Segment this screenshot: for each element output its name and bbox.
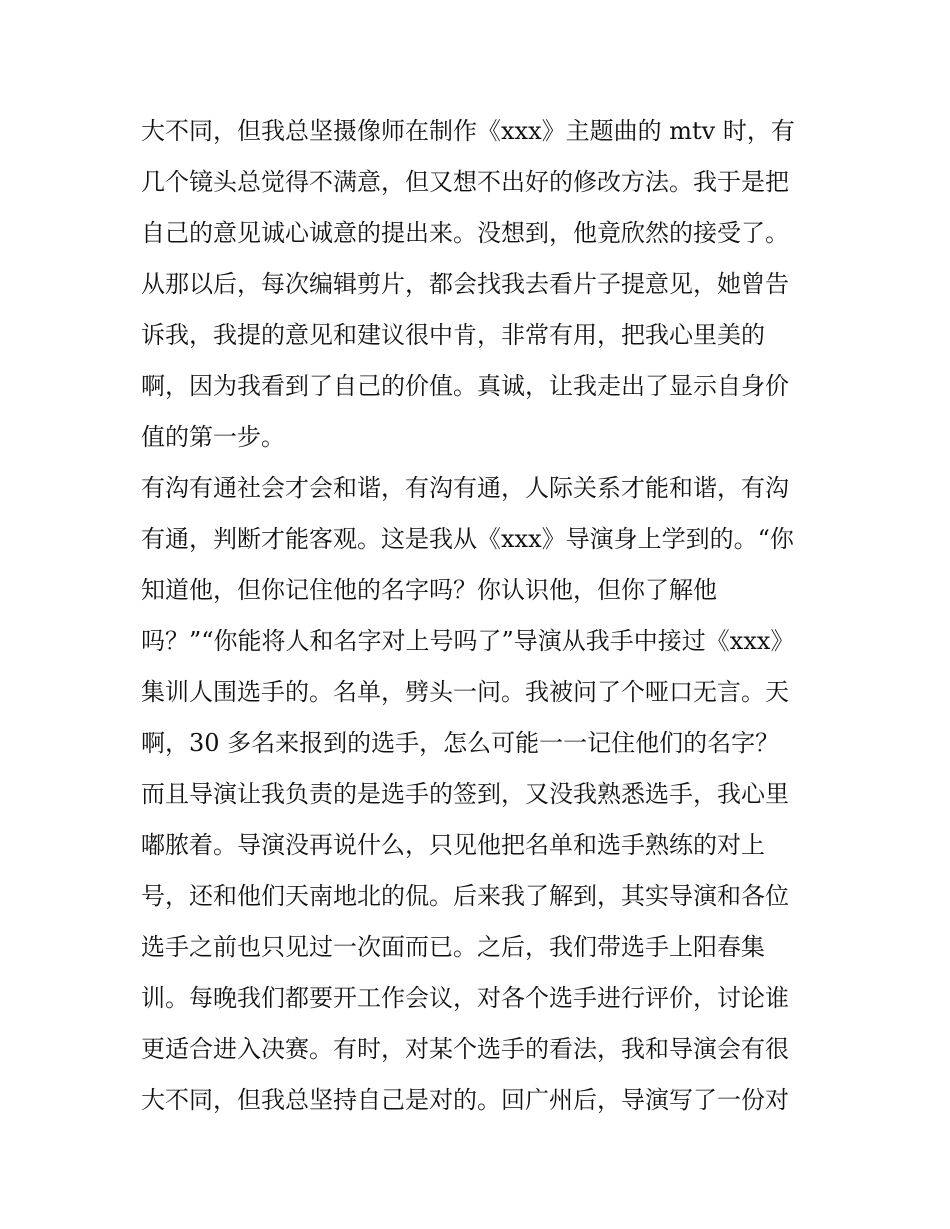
text-line: 号，还和他们天南地北的侃。后来我了解到，其实导演和各位 (141, 882, 789, 910)
text-line: 训。每晚我们都要开工作会议，对各个选手进行评价，讨论谁 (141, 984, 789, 1012)
text-line: 几个镜头总觉得不满意，但又想不出好的修改方法。我于是把 (141, 168, 789, 196)
text-line: 选手之前也只见过一次面而已。之后，我们带选手上阳春集 (141, 933, 765, 961)
text-line: 从那以后，每次编辑剪片，都会找我去看片子提意见，她曾告 (141, 270, 789, 298)
text-line: 而且导演让我负责的是选手的签到，又没我熟悉选手，我心里 (141, 780, 789, 808)
text-line: 自己的意见诚心诚意的提出来。没想到，他竟欣然的接受了。 (141, 219, 789, 247)
text-line: 啊，因为我看到了自己的价值。真诚，让我走出了显示自身价 (141, 372, 789, 400)
text-line: 啊，30 多名来报到的选手，怎么可能一一记住他们的名字？ (141, 729, 780, 757)
text-line: 诉我，我提的意见和建议很中肯，非常有用，把我心里美的 (141, 321, 765, 349)
text-line: 吗？”“你能将人和名字对上号吗了”导演从我手中接过《xxx》 (141, 627, 795, 655)
text-line: 大不同，但我总坚摄像师在制作《xxx》主题曲的 mtv 时，有 (141, 117, 795, 145)
text-line: 嘟脓着。导演没再说什么，只见他把名单和选手熟练的对上 (141, 831, 765, 859)
text-line: 更适合进入决赛。有时，对某个选手的看法，我和导演会有很 (141, 1035, 789, 1063)
body-text (141, 106, 821, 1126)
text-line: 集训人围选手的。名单，劈头一问。我被问了个哑口无言。天 (141, 678, 789, 706)
text-line: 值的第一步。 (141, 423, 285, 451)
text-line: 有沟有通社会才会和谐，有沟有通，人际关系才能和谐，有沟 (141, 474, 789, 502)
text-line: 有通，判断才能客观。这是我从《xxx》导演身上学到的。“你 (141, 525, 794, 553)
text-line: 大不同，但我总坚持自己是对的。回广州后，导演写了一份对 (141, 1086, 789, 1114)
text-line: 知道他，但你记住他的名字吗？你认识他，但你了解他 (141, 576, 717, 604)
